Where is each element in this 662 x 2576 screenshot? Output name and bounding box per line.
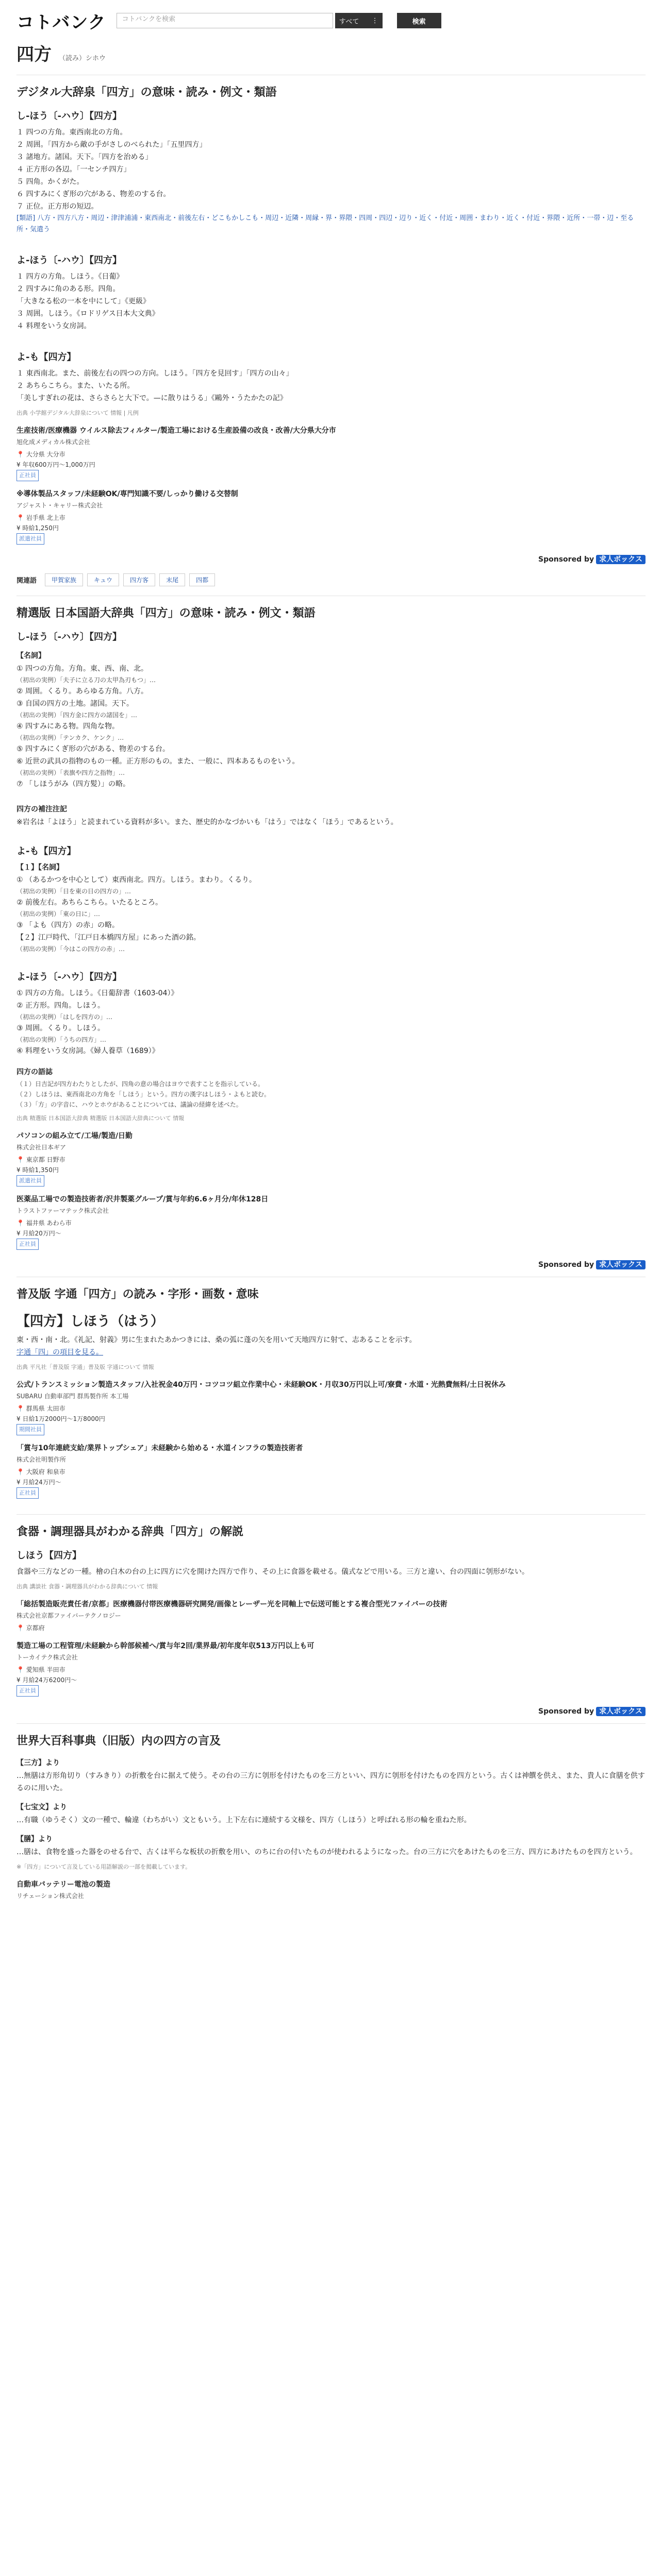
job-ad-salary-text: 時給1,350円: [22, 1166, 59, 1174]
job-ad-type: [16, 533, 646, 545]
job-ad-company: 株式会社明製作所: [16, 1456, 67, 1463]
job-ad-salary: [16, 460, 646, 470]
world-item: [16, 1834, 646, 1858]
job-ad-location: [16, 1218, 646, 1228]
definition-line: ② 周囲。くるり。あらゆる方角。八方。: [16, 687, 148, 696]
world-item: [16, 1802, 646, 1826]
search-button[interactable]: 検索: [397, 13, 441, 28]
definition-line: ⑥ 近世の武具の指物のもの一種。正方形のもの。また、一般に、四本あるものをいう。: [16, 757, 300, 766]
location-pin-icon: 📍: [16, 1405, 24, 1412]
definition-line: ③ 自国の四方の土地。諸国。天下。: [16, 700, 134, 708]
job-ad-location: [16, 449, 646, 460]
site-logo[interactable]: コトバンク: [16, 12, 106, 33]
employment-type-badge: 期間社員: [16, 1424, 44, 1435]
location-pin-icon: 📍: [16, 1468, 24, 1476]
job-ad[interactable]: [16, 1599, 646, 1633]
definition-line: ① 四つの方角。方角。東、西、南、北。: [16, 665, 148, 673]
related-chip[interactable]: キュウ: [87, 573, 119, 586]
definition-line: 「大きなる松の一本を中にして」《更級》: [16, 297, 150, 306]
job-ad-salary-text: 月給24万円〜: [22, 1479, 61, 1486]
world-item-head[interactable]: 【膳】より: [16, 1835, 53, 1843]
job-ad-location: [16, 1665, 646, 1675]
job-ad[interactable]: [16, 1640, 646, 1697]
yen-icon: ¥: [16, 1230, 21, 1237]
definition-line: ３ 諸地方。諸国。天下。「四方を治める」: [16, 153, 153, 161]
job-ad-title[interactable]: 生産技術/医療機器 ウイルス除去フィルター/製造工場における生産設備の改良・改善/大分県大分市: [16, 427, 336, 435]
definition-line: ５ 四角。かくがた。: [16, 178, 84, 186]
definition-line: ２ 四すみに角のある形。四角。: [16, 285, 120, 293]
location-pin-icon: 📍: [16, 1624, 24, 1632]
sponsored-by[interactable]: [16, 554, 646, 564]
job-ad-salary: [16, 1414, 646, 1424]
search-input[interactable]: コトバンクを検索: [117, 13, 333, 28]
definition-line: 【１】【名詞】: [16, 863, 63, 872]
employment-type-badge: 正社員: [16, 1239, 39, 1250]
search-scope-label: すべて: [339, 18, 359, 26]
job-ad-company: アジャスト・キャリー株式会社: [16, 502, 103, 509]
seisen-entry3-head: よ‐ほう〔‐ハウ〕【四方】: [16, 972, 122, 982]
definition-line: ③ 「よも（四方）の赤」の略。: [16, 921, 120, 929]
yen-icon: ¥: [16, 1415, 21, 1422]
world-item-head[interactable]: 【三方】より: [16, 1759, 60, 1767]
sponsored-by[interactable]: [16, 1259, 646, 1269]
sponsor-brand: 求人ボックス: [596, 1707, 646, 1716]
job-ad[interactable]: [16, 1194, 646, 1250]
seisen-topic-line: （２）しほうは、東西南北の方角を「しほう」という。四方の漢字はしほう・よもと読む。: [16, 1091, 271, 1098]
definition-line: ① （あるかつを中心として）東西南北。四方。しほう。まわり。くるり。: [16, 876, 256, 884]
job-ad-location: [16, 1467, 646, 1477]
world-item-text: …膳は、食物を盛った器をのせる台で、古くは平らな板状の折敷を用い、のちに台の付いたものが使われるようになった。台の三方に穴をあけたものを三方、四方にあけたものを四方という。: [16, 1848, 637, 1856]
chevron-down-icon: ⋮: [371, 16, 378, 25]
job-ad-location-text: 愛知県 半田市: [26, 1666, 65, 1673]
example-line: （初出の実例）「四方金に四方の諸国を」…: [16, 711, 138, 719]
kanji-link[interactable]: 字通「四」の項目を見る。: [16, 1348, 103, 1357]
job-ad-title[interactable]: 公式/トランスミッション製造スタッフ/入社祝金40万円・コツコツ組立作業中心・未経験OK・月収30万円以上可/寮費・水道・光熱費無料/土日祝休み: [16, 1381, 506, 1389]
example-line: （初出の実例）「表旗や四方之指物」…: [16, 769, 125, 776]
job-ad-company: リチェーション株式会社: [16, 1892, 84, 1900]
definition-line: ④ 料理をいう女房詞。《婦人養草（1689）》: [16, 1047, 159, 1055]
employment-type-badge: 派遣社員: [16, 1175, 44, 1187]
seisen-notes-head: 四方の補注注記: [16, 805, 67, 814]
seisen-entry1-lines: [16, 663, 646, 790]
example-line: （初出の実例）「日を東の日の四方の」…: [16, 888, 131, 895]
example-line: （初出の実例）「うちの四方」…: [16, 1036, 107, 1043]
job-ad[interactable]: [16, 1130, 646, 1187]
related-chip[interactable]: 末尾: [159, 573, 185, 586]
world-heading: 世界大百科事典（旧版）内の四方の言及: [16, 1723, 646, 1748]
location-pin-icon: 📍: [16, 1219, 24, 1227]
job-ad-location-text: 岩手県 北上市: [26, 514, 65, 521]
related-chip[interactable]: 四方客: [123, 573, 155, 586]
daijisen-entry3-lines: [16, 367, 646, 404]
employment-type-badge: 正社員: [16, 1685, 39, 1697]
related-chip[interactable]: 甲賀家族: [45, 573, 83, 586]
job-ad-company: 旭化成メディカル株式会社: [16, 438, 91, 446]
example-line: （初出の実例）「今はこの四方の赤」…: [16, 945, 125, 953]
seisen-topic-head: 四方の語誌: [16, 1068, 53, 1076]
definition-line: ② 前後左右。あちらこちら。いたるところ。: [16, 899, 162, 907]
kanji-entry-head: 【四方】しほう（はう）: [16, 1314, 164, 1329]
related-terms: [16, 573, 646, 586]
job-ad-title[interactable]: ※導体製品スタッフ/未経験OK/専門知識不要/しっかり働ける交替制: [16, 490, 238, 498]
sponsored-label: Sponsored by: [538, 1707, 594, 1716]
seisen-entry2-lines: [16, 861, 646, 954]
world-item-text: …有職（ゆうそく）文の一種で、輪違（わちがい）文ともいう。上下左右に連続する文様を、四方（しほう）と呼ばれる形の輪を重ねた形。: [16, 1816, 471, 1824]
kanji-heading: 普及版 字通「四方」の読み・字形・画数・意味: [16, 1277, 646, 1301]
job-ad-location: [16, 1623, 646, 1633]
kanji-line: 東・西・南・北。《礼記、射義》男に生まれたあかつきには、桑の弧に蓬の矢を用いて天地四方に射て、志あることを示す。: [16, 1336, 417, 1344]
job-ad-type: [16, 1685, 646, 1697]
job-ad-type: [16, 1239, 646, 1250]
definition-line: ７ 正位。正方形の短辺。: [16, 202, 98, 211]
world-source: ※「四方」について言及している用語解説の一部を掲載しています。: [16, 1863, 191, 1870]
seisen-entry1-head: し‐ほう〔‐ハウ〕【四方】: [16, 632, 122, 642]
job-ad-title[interactable]: 「賞与10年連続支給/業界トップシェア」未経験から始める・水道インフラの製造技術者: [16, 1444, 303, 1452]
definition-line: １ 東西南北。また、前後左右の四つの方向。しほう。「四方を見回す」「四方の山々」: [16, 369, 293, 378]
page-reading: （読み）シホウ: [59, 55, 106, 62]
job-ad-salary: [16, 1228, 646, 1239]
job-ad-title[interactable]: 製造工場の工程管理/未経験から幹部候補へ/賞与年2回/業界最/初年度年収513万円以上も可: [16, 1642, 315, 1650]
seisen-meaning-label: 【名詞】: [16, 652, 45, 660]
search-scope-select[interactable]: [335, 13, 383, 28]
related-chip[interactable]: 四都: [189, 573, 215, 586]
sponsored-label: Sponsored by: [538, 1261, 594, 1269]
food-source[interactable]: 出典 講談社 食器・調理器具がわかる辞典について 情報: [16, 1583, 158, 1590]
job-ad-salary: [16, 1165, 646, 1175]
definition-line: 【２】江戸時代、「江戸日本橋四方屋」にあった酒の銘。: [16, 934, 201, 942]
job-ad-location: [16, 513, 646, 523]
definition-line: ⑦ 「しほうがみ（四方髪）」の略。: [16, 780, 130, 788]
definition-line: ２ あちらこちら。また、いたる所。: [16, 382, 135, 390]
yen-icon: ¥: [16, 1479, 21, 1486]
title-row: [16, 40, 646, 65]
job-ad-salary-text: 月給24万6200円〜: [22, 1676, 77, 1684]
job-ad-title[interactable]: 医薬品工場での製造技術者/沢井製薬グループ/賞与年約6.6ヶ月分/年休128日: [16, 1195, 269, 1204]
job-ad-salary: [16, 1675, 646, 1685]
daijisen-source[interactable]: 出典 小学館デジタル大辞泉について 情報 | 凡例: [16, 410, 139, 416]
location-pin-icon: 📍: [16, 1156, 24, 1163]
seisen-entry2-head: よ‐も【四方】: [16, 846, 76, 857]
job-ad[interactable]: [16, 488, 646, 545]
job-ad-salary-text: 日給1万2000円〜1万8000円: [22, 1415, 105, 1422]
page-title: 四方: [16, 44, 52, 65]
yen-icon: ¥: [16, 524, 21, 532]
definition-line: ６ 四すみにくぎ形の穴がある、物差のする台。: [16, 190, 171, 198]
job-ad[interactable]: [16, 425, 646, 481]
seisen-entry3-lines: [16, 987, 646, 1057]
sponsor-brand: 求人ボックス: [596, 1260, 646, 1269]
job-ad-type: [16, 470, 646, 481]
job-ad-title[interactable]: パソコンの組み立て/工場/製造/日勤: [16, 1132, 133, 1140]
location-pin-icon: 📍: [16, 514, 24, 521]
daijisen-entry1-lines: [16, 126, 646, 213]
employment-type-badge: 正社員: [16, 1487, 39, 1499]
job-ad-location-text: 群馬県 太田市: [26, 1405, 65, 1412]
sponsored-by[interactable]: [16, 1706, 646, 1716]
kanji-source[interactable]: 出典 平凡社「普及版 字通」普及版 字通について 情報: [16, 1364, 154, 1370]
job-ad-company: トーカイテク株式会社: [16, 1654, 78, 1661]
job-ad-company: SUBARU 自動車部門 群馬製作所 本工場: [16, 1393, 129, 1400]
job-ad-type: [16, 1487, 646, 1499]
daijisen-entry3-head: よ‐も【四方】: [16, 352, 76, 363]
seisen-notes: ※岩名は「よほう」と読まれている資料が多い。また、歴史的かなづかいも「はう」ではなく「ほう」であるという。: [16, 818, 398, 826]
example-line: （初出の実例）「テンカク、ケンク」…: [16, 734, 124, 741]
location-pin-icon: 📍: [16, 451, 24, 458]
page: [16, 0, 646, 1900]
definition-line: ⑤ 四すみにくぎ形の穴がある、物差のする台。: [16, 745, 170, 753]
daijisen-entry2-lines: [16, 270, 646, 332]
top-bar: [16, 9, 646, 32]
food-entry-head: しほう【四方】: [16, 1550, 81, 1561]
sponsored-label: Sponsored by: [538, 555, 594, 564]
job-ad-title[interactable]: 自動車バッテリー電池の製造: [16, 1880, 110, 1889]
definition-line: ３ 周囲。しほう。《ロドリゲス日本大文典》: [16, 310, 159, 318]
job-ad-salary-text: 年収600万円〜1,000万円: [22, 461, 95, 468]
job-ad-location: [16, 1155, 646, 1165]
example-line: （初出の実例）「夫子に立る刀の太甲為刃もつ」…: [16, 676, 156, 684]
yen-icon: ¥: [16, 1676, 21, 1684]
seisen-topic-line: （３）「方」の字音に、ハウとホウがあることについては、議論の経緯を述べた。: [16, 1101, 242, 1108]
job-ad-location-text: 大分県 大分市: [26, 451, 65, 458]
job-ad-company: 株式会社日本ギア: [16, 1144, 67, 1151]
world-item: [16, 1757, 646, 1794]
job-ad-type: [16, 1175, 646, 1187]
definition-line: １ 四方の方角。しほう。《日葡》: [16, 273, 124, 281]
definition-line: ① 四方の方角。しほう。《日葡辞書（1603-04）》: [16, 989, 178, 997]
sponsor-brand: 求人ボックス: [596, 555, 646, 564]
yen-icon: ¥: [16, 461, 21, 468]
job-ad-location-text: 京都府: [26, 1624, 45, 1632]
definition-line: ４ 正方形の各辺。「一センチ四方」: [16, 165, 131, 174]
related-label: 関連語: [16, 577, 37, 585]
definition-line: ③ 周囲。くるり。しほう。: [16, 1024, 105, 1032]
food-line: 食器や三方などの一種。檜の白木の台の上に四方に穴を開けた四方で作り、その上に食器を載せる。儀式などで用いる。三方と違い、台の四面に刳形がない。: [16, 1568, 529, 1576]
definition-line: ② 正方形。四角。しほう。: [16, 1002, 105, 1010]
definition-line: 「美しすぎれの花は、さらさらと大下で。—に散りはうる」《鷗外・うたかたの記》: [16, 394, 287, 402]
job-ad-title[interactable]: 「総括製造販売責任者/京都」医療機器付帯医療機器研究開発/画像とレーザー光を同軸上で伝送可能とする複合型光ファイバーの技術: [16, 1600, 448, 1608]
definition-line: ④ 四すみにある物。四角な物。: [16, 722, 120, 731]
job-ad-location-text: 福井県 あわら市: [26, 1219, 72, 1227]
world-item-head[interactable]: 【七宝文】より: [16, 1803, 67, 1811]
location-pin-icon: 📍: [16, 1666, 24, 1673]
job-ad[interactable]: [16, 1379, 646, 1435]
example-line: （初出の実例）「東の日に」…: [16, 910, 101, 918]
job-ad-location-text: 大阪府 和泉市: [26, 1468, 65, 1476]
job-ad-location-text: 東京都 日野市: [26, 1156, 65, 1163]
world-item-text: …無膳は方形角切り（すみきり）の折敷を台に据えて使う。その台の三方に刳形を付けたものを三方といい、四方に刳形を付けたものを四方という。古くは神饌を供え、また、貴人に食膳を供するのに用いた。: [16, 1772, 645, 1792]
definition-line: ４ 料理をいう女房詞。: [16, 322, 91, 330]
seisen-source[interactable]: 出典 精選版 日本国語大辞典 精選版 日本国語大辞典について 情報: [16, 1115, 185, 1122]
job-ad-salary-text: 時給1,250円: [22, 524, 59, 532]
food-heading: 食器・調理器具がわかる辞典「四方」の解説: [16, 1514, 646, 1539]
job-ad-salary-text: 月給20万円〜: [22, 1230, 61, 1237]
job-ad-location: [16, 1403, 646, 1414]
example-line: （初出の実例）「はしを四方の」…: [16, 1013, 113, 1021]
job-ad-salary: [16, 523, 646, 533]
employment-type-badge: 派遣社員: [16, 533, 44, 545]
synonym-tags[interactable]: [類語] 八方・四方八方・周辺・津津浦浦・東西南北・前後左右・どこもかしこも・周辺・近隣・周縁・界・界隈・四周・四辺・辺り・近く・付近・周囲・まわり・近く・付近・界隈・近所・一帯・辺・至る所・気遣う: [16, 214, 634, 233]
seisen-heading: 精選版 日本国語大辞典「四方」の意味・読み・例文・類語: [16, 596, 646, 620]
job-ad[interactable]: [16, 1443, 646, 1499]
daijisen-heading: デジタル大辞泉「四方」の意味・読み・例文・類語: [16, 75, 646, 99]
daijisen-entry2-head: よ‐ほう〔‐ハウ〕【四方】: [16, 255, 122, 266]
seisen-topic-line: （１）日吉記が四方わたりとしたが、四角の意の場合はヨウで表すことを指示している。: [16, 1080, 264, 1088]
yen-icon: ¥: [16, 1166, 21, 1174]
job-ad[interactable]: [16, 1879, 646, 1900]
employment-type-badge: 正社員: [16, 470, 39, 481]
daijisen-entry1-head: し‐ほう〔‐ハウ〕【四方】: [16, 111, 122, 122]
job-ad-company: 株式会社京都ファイバーテクノロジー: [16, 1612, 121, 1619]
definition-line: １ 四つの方角。東西南北の方角。: [16, 128, 127, 137]
definition-line: ２ 周囲。「四方から敵の手がさしのべられた」「五里四方」: [16, 141, 207, 149]
job-ad-salary: [16, 1477, 646, 1487]
job-ad-type: [16, 1424, 646, 1435]
search-area: [117, 13, 441, 28]
job-ad-company: トラストファーマテック株式会社: [16, 1207, 109, 1214]
